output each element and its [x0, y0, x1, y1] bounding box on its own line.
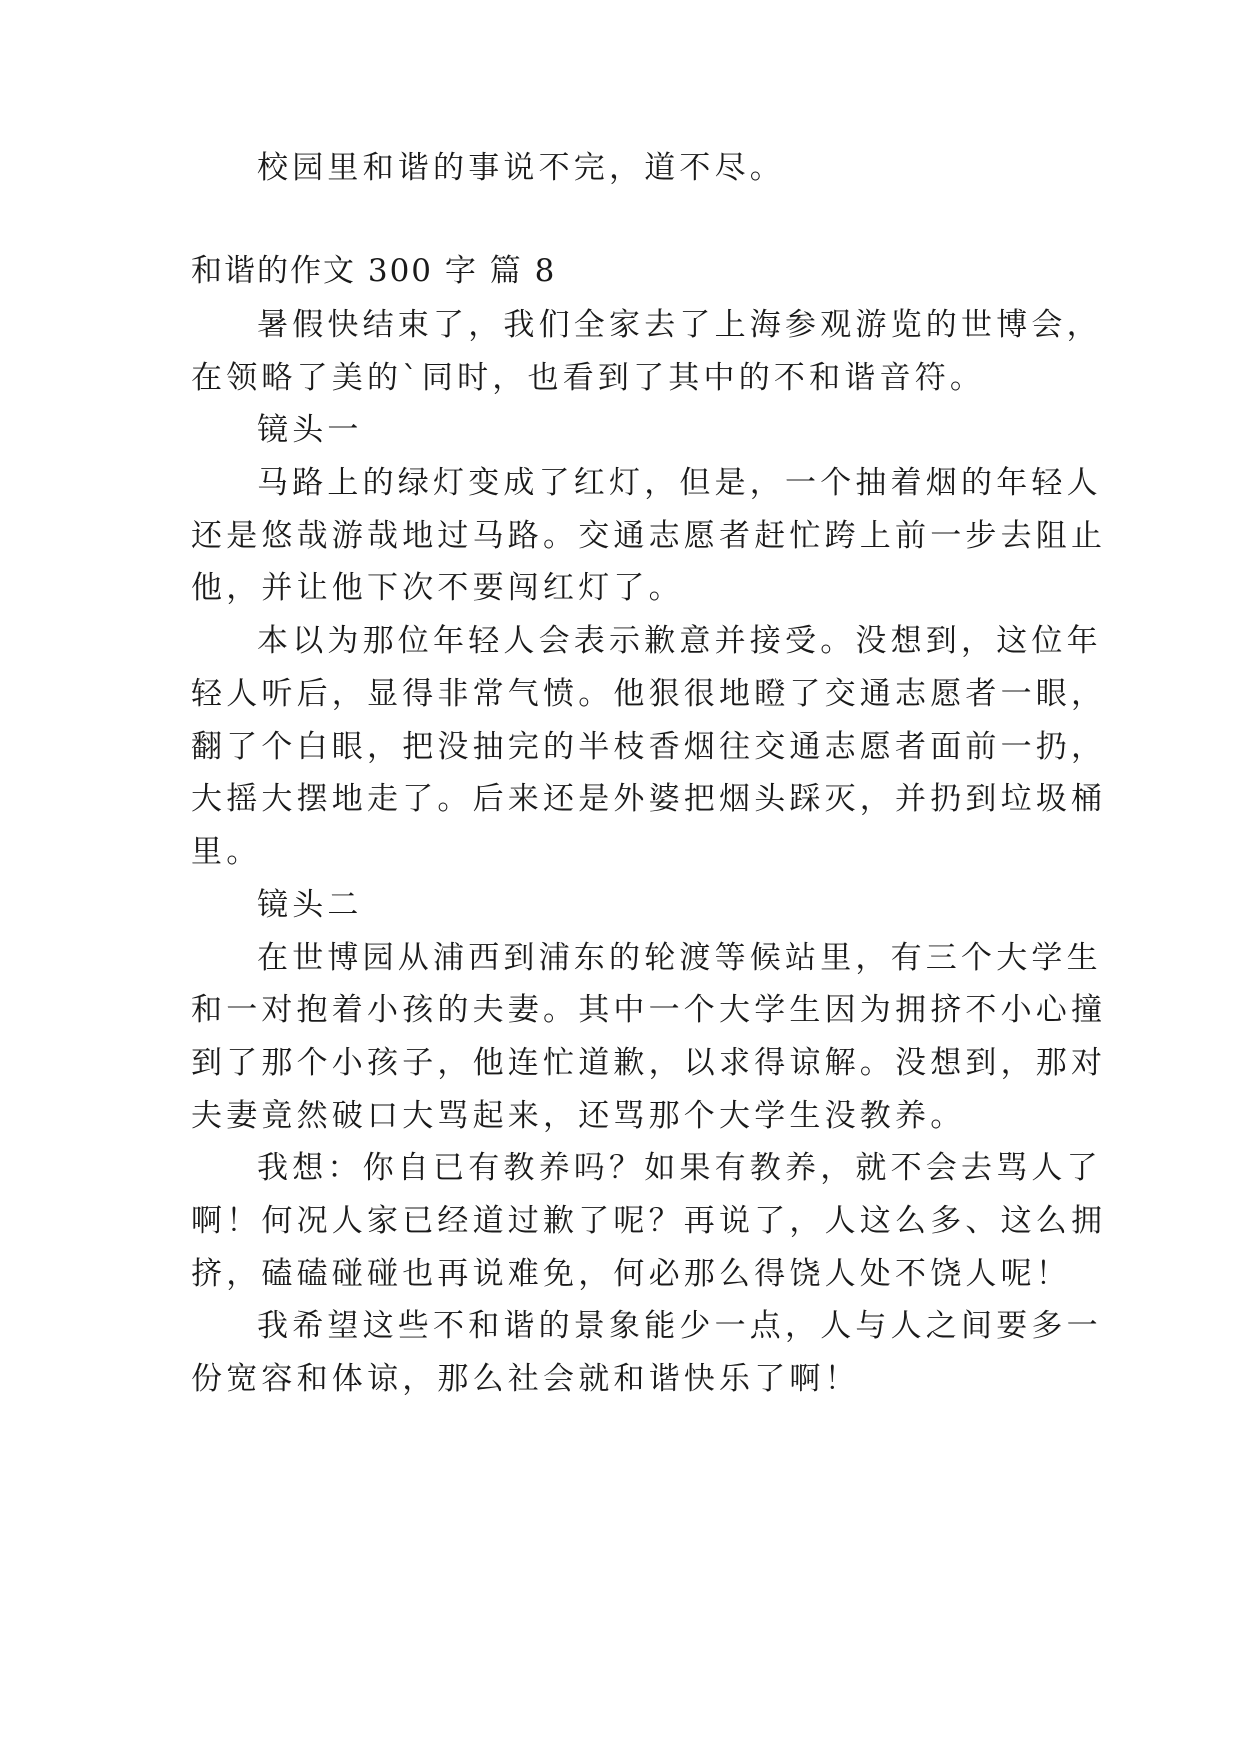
paragraph-line: 啊！何况人家已经道过歉了呢？再说了，人这么多、这么拥 [191, 1203, 1107, 1239]
paragraph-line: 暑假快结束了，我们全家去了上海参观游览的世博会， [257, 307, 1102, 343]
paragraph-line: 夫妻竟然破口大骂起来，还骂那个大学生没教养。 [191, 1098, 966, 1134]
scene-label: 镜头一 [257, 412, 363, 448]
paragraph-line: 马路上的绿灯变成了红灯，但是，一个抽着烟的年轻人 [257, 465, 1102, 501]
closing-line: 校园里和谐的事说不完，道不尽。 [257, 150, 785, 186]
section-heading: 和谐的作文 300 字 篇 8 [191, 253, 557, 289]
paragraph-line: 在领略了美的`同时，也看到了其中的不和谐音符。 [191, 360, 986, 396]
paragraph-line: 大摇大摆地走了。后来还是外婆把烟头踩灭，并扔到垃圾桶 [191, 781, 1107, 817]
paragraph-line: 里。 [191, 834, 262, 870]
paragraph-line: 翻了个白眼，把没抽完的半枝香烟往交通志愿者面前一扔， [191, 729, 1107, 765]
paragraph-line: 挤，磕磕碰碰也再说难免，何必那么得饶人处不饶人呢！ [191, 1256, 1071, 1292]
paragraph-line: 在世博园从浦西到浦东的轮渡等候站里，有三个大学生 [257, 940, 1102, 976]
paragraph-line: 还是悠哉游哉地过马路。交通志愿者赶忙跨上前一步去阻止 [191, 518, 1107, 554]
paragraph-line: 他，并让他下次不要闯红灯了。 [191, 570, 684, 606]
paragraph-line: 本以为那位年轻人会表示歉意并接受。没想到，这位年 [257, 623, 1102, 659]
paragraph-line: 我希望这些不和谐的景象能少一点，人与人之间要多一 [257, 1308, 1102, 1344]
paragraph-line: 我想：你自已有教养吗？如果有教养，就不会去骂人了 [257, 1150, 1102, 1186]
scene-label: 镜头二 [257, 887, 363, 923]
paragraph-line: 到了那个小孩子，他连忙道歉，以求得谅解。没想到，那对 [191, 1045, 1107, 1081]
paragraph-line: 轻人听后，显得非常气愤。他狠很地瞪了交通志愿者一眼， [191, 676, 1107, 712]
paragraph-line: 份宽容和体谅，那么社会就和谐快乐了啊！ [191, 1361, 860, 1397]
paragraph-line: 和一对抱着小孩的夫妻。其中一个大学生因为拥挤不小心撞 [191, 992, 1107, 1028]
